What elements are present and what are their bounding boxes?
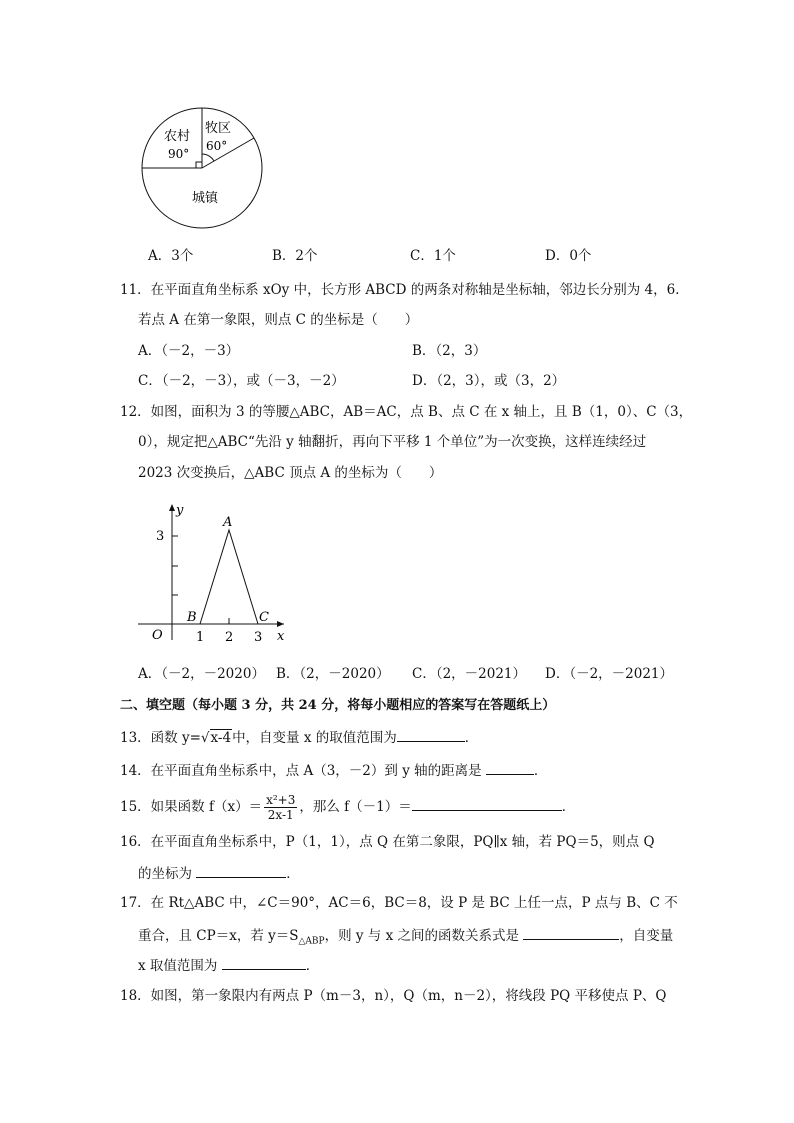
section-heading: 二、填空题（每小题 3 分，共 24 分，将每小题相应的答案写在答题纸上）: [120, 698, 556, 713]
q17-line2-a: 重合，且 CP＝x，若 y＝S: [138, 928, 299, 944]
q17-function-blank[interactable]: [523, 925, 619, 940]
q14-end: ．: [533, 763, 548, 779]
rural-label: 农村: [164, 129, 191, 144]
pasture-label: 牧区: [205, 121, 232, 136]
q13-suffix: 中，自变量 x 的取值范围为: [232, 730, 397, 746]
q17-subscript: △ABP: [298, 936, 325, 947]
q17-range-blank[interactable]: [222, 955, 306, 970]
q13-prefix: 13．函数 y=: [120, 730, 201, 746]
q11-option-a: A．（－2，－3）: [138, 343, 240, 359]
vertex-a-label: A: [223, 515, 233, 530]
y-axis-arrow: [169, 504, 175, 511]
q12-line2: 0），规定把△ABC“先沿 y 轴翻折，再向下平移 1 个单位”为一次变换，这样连续经过: [138, 434, 647, 450]
q16-answer-blank[interactable]: [196, 863, 286, 878]
q17-line3-text: x 取值范围为: [138, 958, 218, 974]
q12-line3: 2023 次变换后，△ABC 顶点 A 的坐标为（ ）: [138, 465, 443, 481]
q17-line1: 17．在 Rt△ABC 中，∠C＝90°，AC＝6，BC＝8，设 P 是 BC 上任一点，P 点与 B、C 不: [120, 895, 678, 911]
q15: [120, 788, 575, 826]
q16-line2: [138, 863, 300, 883]
y-tick-label-3: 3: [156, 529, 165, 544]
q18-line1: 18．如图，第一象限内有两点 P（m－3，n），Q（m，n－2），将线段 PQ 平移使点 P、Q: [120, 988, 667, 1004]
q17-line2: [138, 925, 673, 951]
q12-line1: 12．如图，面积为 3 的等腰△ABC，AB＝AC，点 B、点 C 在 x 轴上，且 B（1，0）、C（3，: [120, 404, 693, 420]
angle-arc: [202, 154, 214, 161]
right-angle-mark: [196, 162, 202, 168]
origin-label: O: [152, 628, 163, 643]
q16-line2-text: 的坐标为: [138, 866, 192, 882]
x-tick-label-1: 1: [196, 630, 205, 645]
q11-option-c: C．（－2，－3），或（－3，－2）: [138, 373, 345, 389]
q10-option-c: C．1个: [410, 248, 456, 264]
q17-line2-c: ，自变量: [619, 928, 674, 944]
q17-line3: [138, 955, 319, 975]
triangle-abc: [200, 530, 258, 624]
x-axis-arrow: [277, 621, 284, 627]
pie-chart: [138, 104, 278, 234]
town-label: 城镇: [192, 191, 219, 206]
q16-end: ．: [286, 866, 300, 882]
q15-numerator: x²+3: [266, 793, 296, 807]
x-tick-label-2: 2: [225, 630, 234, 645]
q10-option-b: B．2个: [272, 248, 318, 264]
q15-denominator: 2x-1: [267, 808, 294, 822]
x-tick-label-3: 3: [254, 630, 263, 645]
q11-option-b: B．（2，3）: [412, 343, 487, 359]
q10-option-d: D．0个: [545, 248, 592, 264]
q13-end: ．: [464, 730, 479, 746]
q12-option-a: A．（－2，－2020）: [138, 666, 265, 682]
q12-option-b: B．（2，－2020）: [276, 666, 390, 682]
q11-option-d: D．（2，3），或（3，2）: [412, 373, 566, 389]
vertex-c-label: C: [259, 610, 269, 625]
q17-line2-b: ，则 y 与 x 之间的函数关系式是: [324, 928, 519, 944]
q12-option-d: D．（－2，－2021）: [545, 666, 674, 682]
vertex-b-label: B: [187, 610, 197, 625]
x-axis-label: x: [277, 629, 285, 644]
triangle-graph: [134, 500, 304, 650]
q13-radicand: x-4: [210, 730, 232, 746]
q13-answer-blank[interactable]: [397, 727, 465, 742]
q14-text: 14．在平面直角坐标系中，点 A（3，－2）到 y 轴的距离是: [120, 763, 482, 779]
q15-end: ．: [561, 799, 576, 815]
q13: [120, 727, 478, 747]
q17-end: ．: [305, 958, 320, 974]
q15-prefix: 15．如果函数 f（x）＝: [120, 799, 263, 815]
q10-option-a: A．3个: [148, 248, 194, 264]
q15-fraction: [264, 793, 297, 822]
q16-line1: 16．在平面直角坐标系中，P（1，1），点 Q 在第二象限，PQ∥x 轴，若 PQ＝5，则点 Q: [120, 834, 655, 850]
y-axis-label: y: [176, 503, 184, 518]
q15-answer-blank[interactable]: [412, 796, 562, 811]
rural-angle: 90°: [168, 147, 190, 161]
q14: [120, 760, 547, 780]
pasture-angle: 60°: [206, 139, 228, 153]
q12-option-c: C．（2，－2021）: [412, 666, 527, 682]
q14-answer-blank[interactable]: [486, 760, 534, 775]
q11-line1: 11．在平面直角坐标系 xOy 中，长方形 ABCD 的两条对称轴是坐标轴，邻边长分别为 4，6．: [120, 282, 689, 298]
q11-line2: 若点 A 在第一象限，则点 C 的坐标是（ ）: [138, 312, 419, 328]
q15-suffix: ，那么 f（－1）＝: [299, 799, 412, 815]
sqrt-sign: √: [200, 730, 210, 746]
